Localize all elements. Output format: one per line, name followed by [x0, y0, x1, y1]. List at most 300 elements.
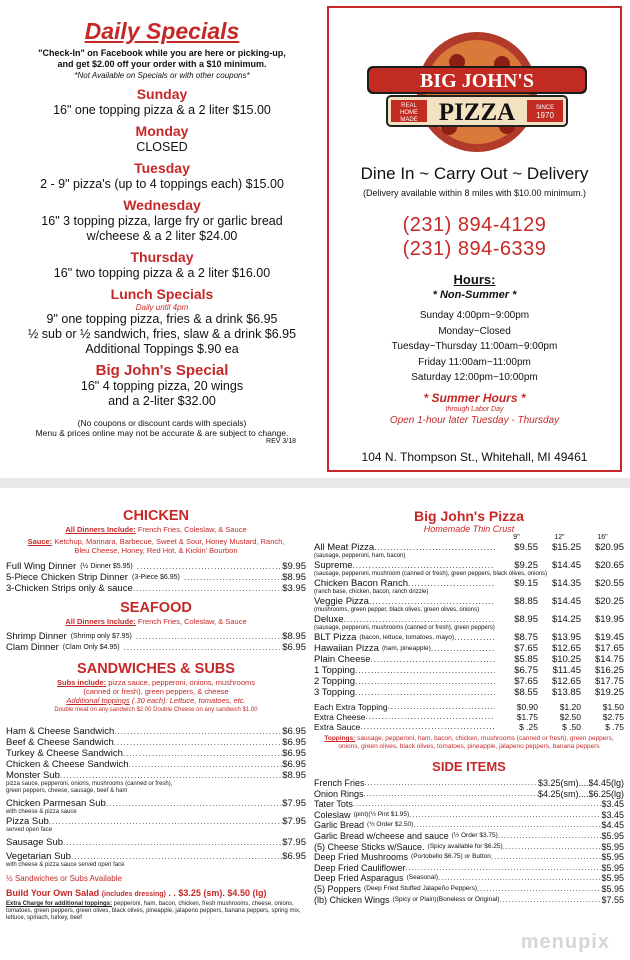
price-16: $20.55 — [594, 578, 624, 589]
pizza-list — [314, 542, 624, 732]
menu-item — [6, 837, 306, 848]
delivery-note: (Delivery available within 8 miles with $10.00 minimum.) — [362, 188, 587, 198]
pizza-item — [314, 614, 624, 625]
leader-dots — [413, 820, 601, 831]
logo-year: 1970 — [536, 111, 554, 120]
includes-text: pizza sauce, pepperoni, onions, mushrooms (canned or fresh), green peppers, & cheese — [83, 678, 255, 696]
hours-line: Monday~Closed — [438, 325, 511, 337]
pizza-name: Veggie Pizza — [314, 596, 369, 607]
side-name: Onion Rings — [314, 788, 364, 799]
item-price: $7.95 — [282, 798, 306, 809]
address: 104 N. Thompson St., Whitehall, MI 49461 — [361, 450, 588, 464]
price-9: $1.75 — [516, 712, 538, 722]
leader-dots — [124, 642, 283, 653]
leader-dots — [366, 712, 496, 722]
fine-print: (No coupons or discount cards with specials) — [77, 418, 247, 428]
menu-item — [6, 726, 306, 737]
item-price: $6.95 — [282, 851, 306, 862]
leader-dots — [406, 863, 602, 874]
sauce-label: Sauce: — [27, 537, 53, 546]
leader-dots — [503, 842, 602, 853]
menu-item — [6, 770, 306, 781]
price-16: $2.75 — [602, 712, 624, 722]
pizza-item — [314, 665, 624, 676]
side-name: Deep Fried Mushrooms — [314, 852, 409, 863]
leader-dots — [499, 895, 601, 906]
side-name: Coleslaw — [314, 809, 351, 820]
menu-item — [6, 737, 306, 748]
leader-dots — [129, 759, 283, 770]
labor-day-note: through Labor Day — [445, 406, 504, 413]
side-name: Garlic Bread w/cheese and sauce — [314, 830, 449, 841]
pizza-item — [314, 578, 624, 589]
lunch-specials-note: Daily until 4pm — [135, 303, 189, 312]
lunch-line: 9" one topping pizza, fries & a drink $6.95 — [46, 312, 278, 326]
phone-number-1[interactable]: (231) 894-4129 — [402, 214, 547, 236]
additional-toppings — [6, 696, 306, 705]
side-name: Garlic Bread — [314, 820, 365, 831]
item-name: Chicken Parmesan Sub — [6, 798, 106, 809]
side-price: $5.95 — [601, 841, 624, 852]
leader-dots — [365, 778, 538, 789]
pizza-extra — [314, 722, 624, 732]
item-description: served open face — [6, 827, 53, 833]
includes-text: French Fries, Coleslaw, & Sauce — [135, 617, 247, 626]
double-meat-note: Double meat on any sandwich $2.00 Double Cheese on any sandwich $1.00 — [54, 707, 258, 713]
leader-dots — [371, 654, 495, 665]
logo-pizza-word: PIZZA — [438, 99, 516, 126]
chicken-title: CHICKEN — [122, 508, 190, 524]
side-item — [314, 863, 624, 874]
watermark: menupix — [520, 931, 610, 953]
menu-item — [6, 561, 306, 572]
side-items-title: SIDE ITEMS — [432, 759, 506, 774]
daily-specials-panel — [6, 6, 318, 474]
pizza-name: 1 Topping — [314, 665, 356, 676]
side-price: $3.45 — [601, 799, 624, 810]
extra-toppings — [6, 901, 306, 922]
item-name: Ham & Cheese Sandwich — [6, 726, 115, 737]
item-price: $7.95 — [282, 816, 306, 827]
side-note: (Deep Fried Stuffed Jalapeño Peppers) — [364, 884, 478, 892]
side-note: (Spicy or Plain)(Boneless or Original) — [392, 895, 500, 903]
pizza-item — [314, 654, 624, 665]
special-line: 16" 4 topping pizza, 20 wings — [80, 379, 244, 393]
item-price: $6.95 — [282, 759, 306, 770]
side-item — [314, 895, 624, 906]
pizza-name: 3 Topping — [314, 687, 356, 698]
logo-made: MADE — [400, 117, 418, 123]
special-line: 2 - 9" pizza's (up to 4 toppings each) $15.00 — [40, 177, 284, 191]
item-price: $8.95 — [282, 770, 306, 781]
pizza-name: 2 Topping — [314, 676, 356, 687]
side-price: $3.45 — [601, 809, 624, 820]
day-tuesday: Tuesday — [134, 160, 190, 176]
phone-number-2[interactable]: (231) 894-6339 — [402, 238, 547, 260]
pizza-item — [314, 632, 624, 643]
side-price: $4.45 — [601, 820, 624, 831]
item-price: $6.95 — [282, 748, 306, 759]
leader-dots — [353, 560, 495, 571]
price-16: $ .75 — [605, 722, 624, 732]
item-name: Shrimp Dinner — [6, 631, 67, 642]
price-9: $5.85 — [514, 654, 538, 665]
day-sunday: Sunday — [136, 86, 188, 102]
side-name: Tater Tots — [314, 799, 353, 810]
hours-line: Sunday 4:00pm~9:00pm — [419, 310, 530, 321]
pizza-description: (sausage, pepperoni, mushroom (canned or fresh), green peppers, black olives, onions) — [314, 571, 548, 577]
salad-price: $3.25 (sm). $4.50 (lg) — [178, 888, 267, 898]
price-12: $14.25 — [551, 614, 581, 625]
summer-hours-note: Open 1-hour later Tuesday - Thursday — [389, 415, 560, 426]
lunch-line: ½ sub or ½ sandwich, fries, slaw & a drink $6.95 — [27, 327, 297, 341]
side-note: (pint)(½ Pint $1.95) — [353, 810, 410, 818]
size-12: 12" — [554, 534, 565, 541]
leader-dots — [388, 702, 495, 712]
pizza-name: BLT Pizza — [314, 632, 357, 643]
leader-dots — [454, 632, 495, 643]
half-subs-note: ½ Sandwiches or Subs Available — [6, 874, 122, 883]
leader-dots — [123, 748, 282, 759]
side-name: (5) Cheese Sticks w/Sauce. — [314, 841, 425, 852]
leader-dots — [438, 873, 601, 884]
side-name: (5) Poppers — [314, 883, 362, 894]
price-12: $11.45 — [552, 665, 581, 676]
includes-text: French Fries, Coleslaw, & Sauce — [135, 525, 247, 534]
toppings-list — [314, 735, 624, 751]
item-description: pizza sauce, pepperoni, onions, mushrooms (canned or fresh), green peppers, cheese, sausage, beef & ham — [6, 781, 173, 794]
pizza-name: Deluxe — [314, 614, 344, 625]
price-16: $20.95 — [594, 542, 624, 553]
price-16: $20.25 — [594, 596, 624, 607]
pizza-item — [314, 676, 624, 687]
price-16: $19.95 — [594, 614, 624, 625]
extra-name: Extra Sauce — [314, 722, 361, 732]
sauce-text: Ketchup, Marinara, Barbecue, Sweet & Sour, Honey Mustard, Ranch, Bleu Cheese, Honey, Red Hot, & Kickin' Bourbon — [52, 537, 285, 555]
leader-dots — [374, 542, 495, 553]
toppings-text: sausage, pepperoni, ham, bacon, chicken, mushrooms (canned or fresh), green peppers, onions, green olives, black olives, tomatoes, pineapple, jalapeno peppers, banana peppers — [338, 735, 614, 750]
side-note: (Seasonal) — [406, 874, 438, 882]
extra-label: Extra Charge for additional toppings: — [6, 901, 113, 907]
price-16: $19.45 — [594, 632, 624, 643]
item-name: 3-Chicken Strips only & sauce — [6, 583, 133, 594]
side-price: $5.95 — [601, 862, 624, 873]
menu-item — [6, 572, 306, 583]
big-johns-logo — [357, 22, 597, 152]
pizza-item — [314, 542, 624, 553]
side-item — [314, 789, 624, 800]
item-name: Full Wing Dinner — [6, 561, 77, 572]
leader-dots — [409, 810, 601, 821]
leader-dots — [344, 614, 495, 625]
menu-item — [6, 816, 306, 827]
item-price: $8.95 — [282, 631, 306, 642]
menu-item — [6, 748, 306, 759]
subs-includes — [6, 678, 306, 696]
non-summer-label: * Non-Summer * — [432, 289, 517, 301]
pizza-name: Chicken Bacon Ranch — [314, 578, 408, 589]
side-name: (lb) Chicken Wings — [314, 894, 390, 905]
special-line: CLOSED — [136, 140, 188, 154]
pizza-description: (sausage, pepperoni, ham, bacon) — [314, 553, 406, 559]
pizza-name: All Meat Pizza — [314, 542, 375, 553]
panel-divider — [0, 478, 630, 488]
menu-right-panel — [314, 492, 624, 960]
size-16: 16" — [597, 534, 608, 541]
side-price: $5.95 — [601, 852, 624, 863]
lunch-line: Additional Toppings $.90 ea — [85, 342, 239, 356]
price-12: $2.50 — [559, 712, 581, 722]
side-name: Deep Fried Asparagus — [314, 873, 404, 884]
price-9: $9.55 — [514, 542, 538, 553]
special-line: 16" 3 topping pizza, large fry or garlic bread — [41, 214, 283, 228]
pizza-note: (ham, pineapple) — [381, 645, 431, 652]
leader-dots — [355, 665, 495, 676]
price-9: $0.90 — [516, 702, 538, 712]
special-line: and a 2-liter $32.00 — [108, 394, 216, 408]
side-price: $7.55 — [601, 894, 624, 905]
menu-item — [6, 851, 306, 862]
price-9: $8.55 — [514, 687, 538, 698]
pizza-description: (mushrooms, green pepper, black olives, green olives, onions) — [314, 607, 480, 613]
price-16: $16.25 — [594, 665, 624, 676]
item-price: $9.95 — [282, 561, 306, 572]
price-12: $13.95 — [551, 632, 581, 643]
special-line: w/cheese & a 2 liter $24.00 — [86, 229, 238, 243]
side-item — [314, 810, 624, 821]
subs-title: SANDWICHES & SUBS — [77, 661, 235, 677]
extra-name: Each Extra Topping — [314, 702, 388, 712]
pizza-name: Plain Cheese — [314, 654, 371, 665]
side-item — [314, 842, 624, 853]
menu-item — [6, 798, 306, 809]
menu-item — [6, 759, 306, 770]
pizza-description: (sausage, pepperoni, mushrooms (canned or fresh), green peppers) — [314, 625, 495, 631]
logo-name: BIG JOHN'S — [420, 70, 534, 92]
item-description: with cheese & pizza sauce served open face — [6, 862, 125, 868]
side-note: (Portobello $6.75) or Button — [411, 853, 491, 861]
logo-real: REAL — [401, 103, 417, 109]
promo-line-1: "Check-In" on Facebook while you are here or picking-up, — [38, 48, 286, 58]
item-price: $8.95 — [282, 572, 306, 583]
hours-list — [329, 308, 620, 386]
item-name: Chicken & Cheese Sandwich — [6, 759, 129, 770]
side-price: $5.95 — [601, 830, 624, 841]
price-9: $ .25 — [519, 722, 538, 732]
leader-dots — [71, 851, 282, 862]
leader-dots — [114, 726, 282, 737]
side-note: (½ Order $2.50) — [367, 821, 414, 829]
price-12: $12.65 — [551, 676, 581, 687]
leader-dots — [63, 837, 282, 848]
price-9: $8.85 — [514, 596, 538, 607]
pizza-subtitle: Homemade Thin Crust — [423, 524, 515, 534]
side-name: Deep Fried Cauliflower — [314, 862, 406, 873]
pizza-note: (bacon, lettuce, tomatoes, mayo) — [359, 634, 455, 641]
price-9: $7.65 — [514, 676, 538, 687]
toppings-label: Toppings: — [324, 735, 356, 742]
pizza-item — [314, 687, 624, 698]
salad-name: Build Your Own Salad — [6, 888, 100, 898]
price-12: $10.25 — [551, 654, 581, 665]
pizza-extra — [314, 712, 624, 722]
item-description: with cheese & pizza sauce — [6, 809, 77, 815]
price-16: $17.75 — [594, 676, 624, 687]
big-johns-special-title: Big John's Special — [95, 362, 229, 379]
restaurant-info-panel — [327, 6, 622, 472]
pizza-item — [314, 560, 624, 571]
pizza-extra — [314, 702, 624, 712]
menu-item — [6, 631, 306, 642]
menu-item — [6, 583, 306, 594]
leader-dots — [355, 676, 495, 687]
sauce-list — [6, 537, 306, 555]
leader-dots — [184, 572, 282, 583]
leader-dots — [369, 596, 495, 607]
item-price: $6.95 — [282, 737, 306, 748]
side-price: $4.25(sm)....$6.25(lg) — [537, 788, 624, 799]
price-9: $6.75 — [514, 665, 538, 676]
side-name: French Fries — [314, 778, 365, 788]
leader-dots — [136, 631, 282, 642]
facebook-promo — [6, 48, 318, 81]
item-note: (½ Dinner $5.95) — [80, 563, 133, 570]
additional-label: Additional toppings — [66, 696, 130, 705]
extra-text: pepperoni, ham, bacon, chicken, fresh mushrooms, cheese, onions, tomatoes, green peppers, green olives, black olives, pineapple, jalapeno peppers, banana peppers, spring mix, lettuce, spinach, turkey, beef — [6, 901, 301, 921]
daily-specials-title: Daily Specials — [84, 18, 240, 44]
logo-home: HOME — [400, 110, 418, 116]
item-price: $7.95 — [282, 837, 306, 848]
side-item — [314, 884, 624, 895]
side-item — [314, 831, 624, 842]
item-name: Beef & Cheese Sandwich — [6, 737, 114, 748]
hours-line: Tuesday~Thursday 11:00am~9:00pm — [391, 341, 558, 352]
price-9: $7.65 — [514, 643, 538, 654]
special-line: 16" one topping pizza & a 2 liter $15.00 — [53, 103, 271, 117]
menu-item — [6, 642, 306, 653]
promo-line-2: and get $2.00 off your order with a $10 minimum. — [57, 59, 267, 69]
leader-dots — [60, 770, 282, 781]
salad-line: Build Your Own Salad (includes dressing) . . $3.25 (sm). $4.50 (lg) — [6, 888, 267, 898]
price-9: $8.95 — [514, 614, 538, 625]
leader-dots — [114, 737, 282, 748]
side-note: (Spicy available for $6.25) — [427, 842, 503, 850]
price-16: $1.50 — [602, 702, 624, 712]
side-price: $5.95 — [601, 873, 624, 884]
lunch-specials-title: Lunch Specials — [110, 286, 214, 302]
leader-dots — [49, 816, 282, 827]
price-9: $9.15 — [514, 578, 538, 589]
side-items-list — [314, 778, 624, 905]
fine-print: Menu & prices online may not be accurate & are subject to change. — [35, 428, 289, 438]
side-price: $5.95 — [601, 883, 624, 894]
price-12: $15.25 — [551, 542, 581, 553]
item-name: Sausage Sub — [6, 837, 64, 848]
price-16: $20.65 — [594, 560, 624, 571]
leader-dots — [106, 798, 282, 809]
pizza-title: Big John's Pizza — [414, 508, 524, 524]
day-thursday: Thursday — [130, 249, 194, 265]
item-name: Monster Sub — [6, 770, 60, 781]
service-options: Dine In ~ Carry Out ~ Delivery — [360, 164, 589, 183]
price-16: $17.65 — [594, 643, 624, 654]
salad-note: (includes dressing) — [101, 891, 166, 898]
logo-since: SINCE — [535, 105, 555, 111]
leader-dots — [133, 583, 282, 594]
leader-dots — [477, 884, 601, 895]
seafood-includes — [6, 617, 306, 626]
leader-dots — [498, 831, 602, 842]
seafood-title: SEAFOOD — [120, 600, 192, 616]
leader-dots — [353, 799, 602, 810]
item-price: $3.95 — [282, 583, 306, 594]
item-name: Turkey & Cheese Sandwich — [6, 748, 123, 759]
leader-dots — [360, 722, 495, 732]
special-line: 16" two topping pizza & a 2 liter $16.00 — [53, 266, 271, 280]
item-price: $6.95 — [282, 642, 306, 653]
includes-label: All Dinners Include: — [65, 525, 136, 534]
size-9: 9" — [513, 534, 520, 541]
leader-dots — [431, 643, 495, 654]
price-16: $19.25 — [594, 687, 624, 698]
pizza-sizes — [314, 534, 624, 542]
pizza-item — [314, 643, 624, 654]
item-name: Clam Dinner — [6, 642, 59, 653]
includes-label: All Dinners Include: — [65, 617, 136, 626]
leader-dots — [355, 687, 495, 698]
price-16: $14.75 — [594, 654, 624, 665]
item-note: (Shrimp only $7.95) — [70, 633, 132, 640]
day-monday: Monday — [135, 123, 189, 139]
hours-line: Saturday 12:00pm~10:00pm — [411, 372, 538, 383]
leader-dots — [408, 578, 495, 589]
item-note: (Clam Only $4.95) — [62, 644, 120, 651]
side-price: $3.25(sm)....$4.45(lg) — [537, 778, 624, 788]
price-12: $ .50 — [562, 722, 581, 732]
item-note: (3-Piece $6.95) — [131, 574, 180, 581]
hours-title: Hours: — [453, 272, 496, 287]
promo-note: *Not Available on Specials or with other coupons* — [74, 71, 250, 80]
pizza-name: Supreme — [314, 560, 353, 571]
price-9: $8.75 — [514, 632, 538, 643]
item-price: $6.95 — [282, 726, 306, 737]
side-note: (½ Order $3.75) — [451, 831, 498, 839]
item-name: Pizza Sub — [6, 816, 49, 827]
chicken-includes — [6, 525, 306, 534]
revision-label: REV 3/18 — [266, 438, 296, 445]
side-item — [314, 820, 624, 831]
leader-dots — [137, 561, 282, 572]
day-wednesday: Wednesday — [123, 197, 201, 213]
price-12: $12.65 — [551, 643, 581, 654]
side-item — [314, 852, 624, 863]
menu-left-panel — [6, 492, 306, 960]
price-12: $14.45 — [551, 560, 581, 571]
side-item — [314, 873, 624, 884]
pizza-description: (ranch base, chicken, bacon, ranch drizzle) — [314, 589, 429, 595]
price-12: $14.45 — [551, 596, 581, 607]
includes-label: Subs include: — [56, 678, 107, 687]
price-12: $14.35 — [551, 578, 581, 589]
leader-dots — [364, 789, 538, 800]
summer-hours-title: * Summer Hours * — [423, 391, 526, 405]
additional-text: (.30 each): Lettuce, tomatoes, etc. — [129, 696, 246, 705]
leader-dots — [491, 852, 602, 863]
item-name: 5-Piece Chicken Strip Dinner — [6, 572, 128, 583]
pizza-name: Hawaiian Pizza — [314, 643, 379, 654]
side-item — [314, 778, 624, 789]
pizza-item — [314, 596, 624, 607]
